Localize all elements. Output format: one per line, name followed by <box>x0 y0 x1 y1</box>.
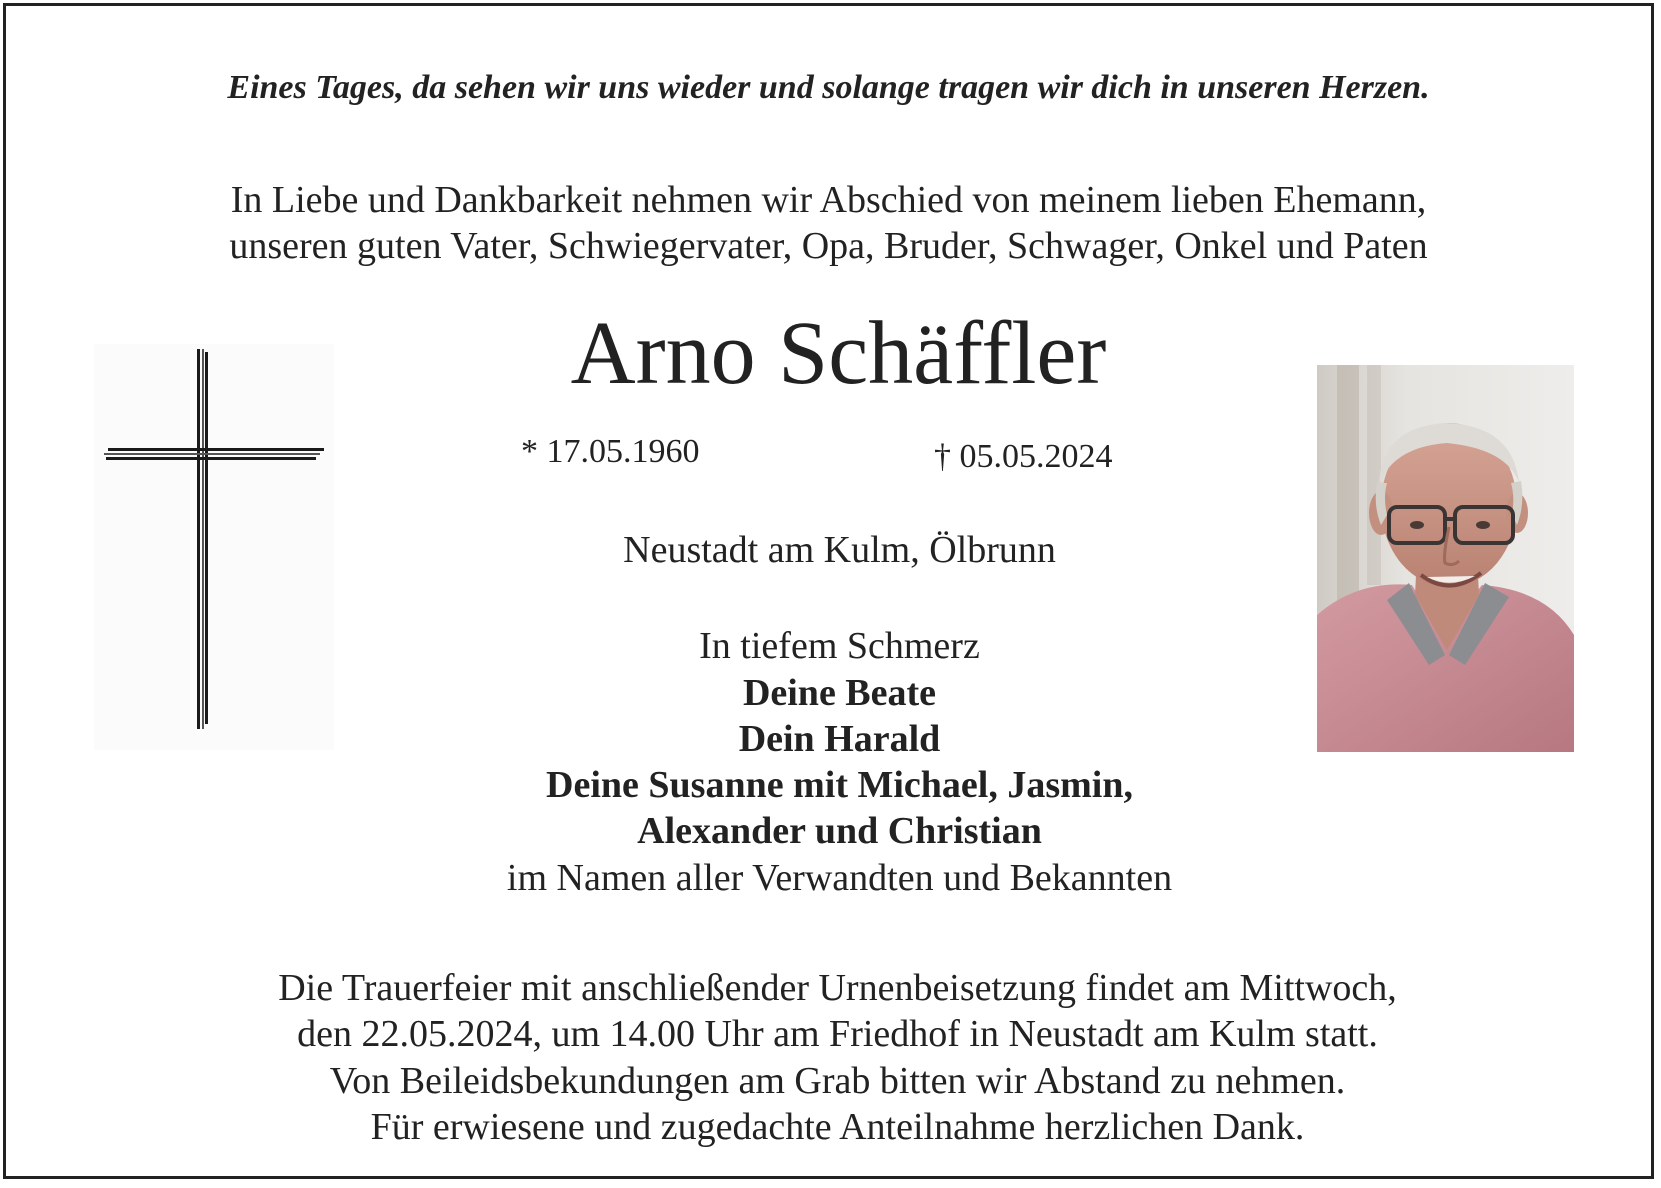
mourner-name: Alexander und Christian <box>637 810 1042 852</box>
closing-line-1: Die Trauerfeier mit anschließender Urnenbeisetzung findet am Mittwoch, <box>278 967 1397 1009</box>
intro-line-1: In Liebe und Dankbarkeit nehmen wir Abschied von meinem lieben Ehemann, <box>230 179 1427 221</box>
portrait-photo <box>1317 365 1574 752</box>
mourner-name: Deine Susanne mit Michael, Jasmin, <box>546 764 1133 806</box>
mourner-name: Dein Harald <box>738 718 941 760</box>
intro-line-2: unseren guten Vater, Schwiegervater, Opa, Bruder, Schwager, Onkel und Paten <box>229 225 1428 267</box>
mourner-name: Deine Beate <box>742 672 937 714</box>
cross-icon <box>94 344 334 750</box>
death-date: † 05.05.2024 <box>934 438 1113 475</box>
deceased-name: Arno Schäffler <box>570 304 1107 403</box>
closing-line-4: Für erwiesene und zugedachte Anteilnahme herzlichen Dank. <box>370 1106 1305 1148</box>
mourners-footer: im Namen aller Verwandten und Bekannten <box>506 857 1173 899</box>
obituary-frame <box>3 3 1654 1179</box>
closing-line-2: den 22.05.2024, um 14.00 Uhr am Friedhof in Neustadt am Kulm statt. <box>297 1013 1378 1055</box>
mourners-heading: In tiefem Schmerz <box>699 625 980 667</box>
place: Neustadt am Kulm, Ölbrunn <box>623 529 1056 571</box>
closing-line-3: Von Beileidsbekundungen am Grab bitten wir Abstand zu nehmen. <box>329 1060 1346 1102</box>
birth-date: * 17.05.1960 <box>521 433 700 470</box>
motto: Eines Tages, da sehen wir uns wieder und solange tragen wir dich in unseren Herzen. <box>227 69 1430 106</box>
